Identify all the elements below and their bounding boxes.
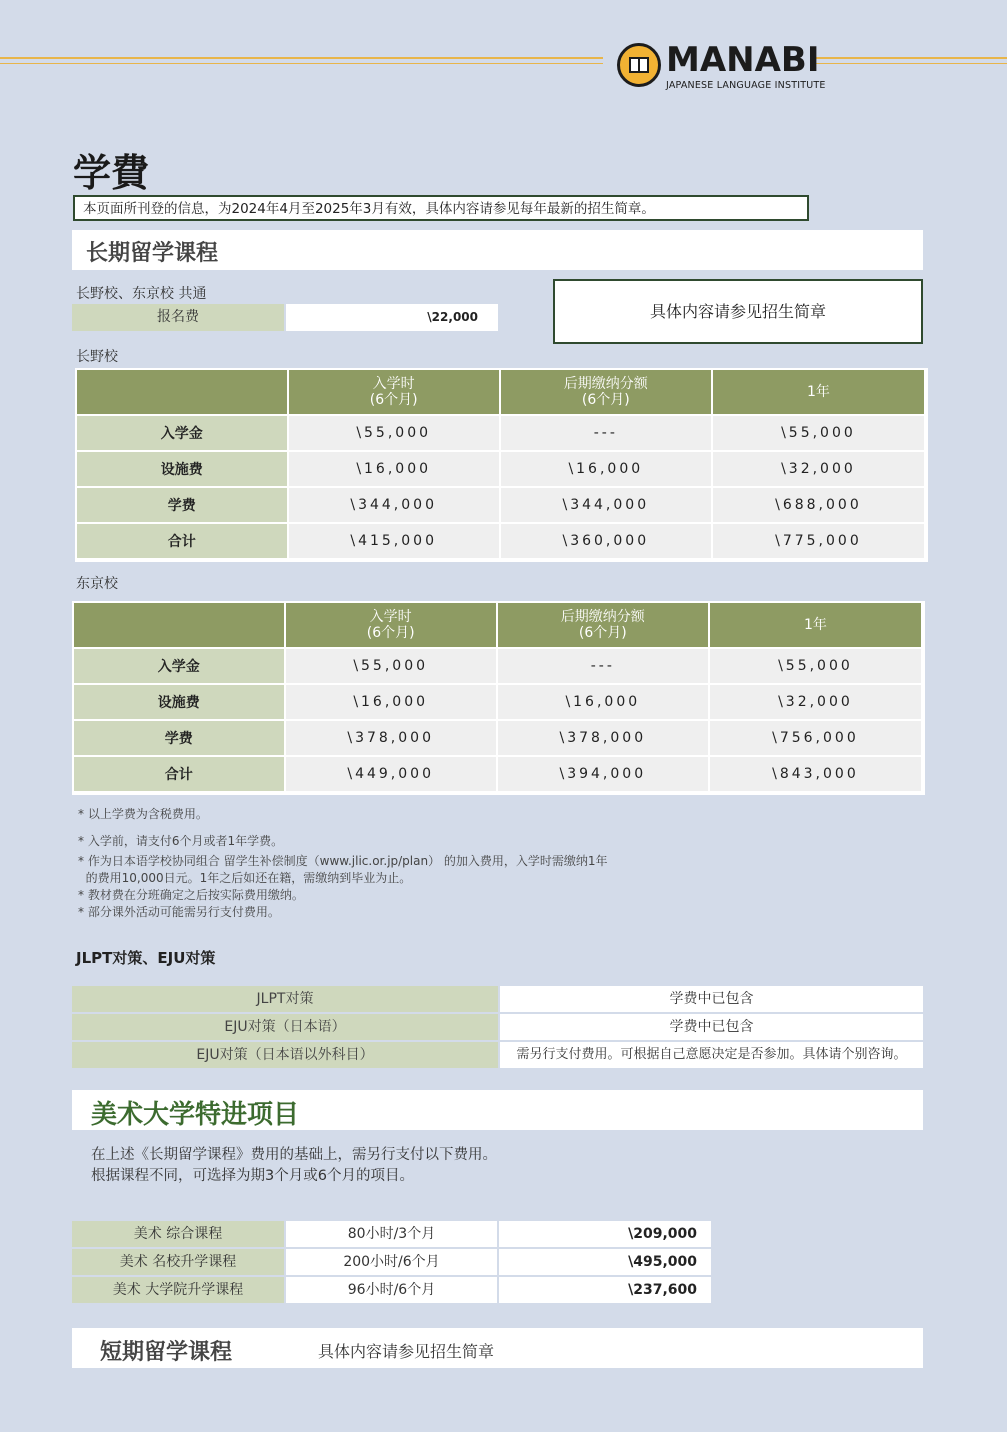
- art-course-name: 美术 综合课程: [72, 1221, 284, 1247]
- header-line-left-thin: [0, 63, 603, 64]
- nagano-label: 长野校: [76, 349, 118, 365]
- cell-value: \756,000: [710, 721, 923, 757]
- table-row: [77, 416, 926, 452]
- eju-other-row-label: EJU对策（日本语以外科目）: [72, 1042, 498, 1068]
- cell-value: \843,000: [710, 757, 923, 793]
- tokyo-label: 东京校: [76, 576, 118, 592]
- eju-jp-row-label: EJU对策（日本语）: [72, 1014, 498, 1040]
- row-label: 学费: [74, 721, 286, 757]
- notes-block: [78, 806, 608, 921]
- cell-value: \32,000: [710, 685, 923, 721]
- header-year-text: 1年: [806, 384, 830, 400]
- header-later-line1: 后期缴纳分额: [560, 609, 645, 625]
- header-line-left: [0, 57, 603, 59]
- table-row: [77, 452, 926, 488]
- header-later-line2: (6个月): [578, 625, 627, 641]
- cell-value: \16,000: [289, 452, 501, 488]
- header-later-line1: 后期缴纳分额: [563, 376, 648, 392]
- logo-subtitle: JAPANESE LANGUAGE INSTITUTE: [666, 80, 826, 91]
- row-label: 合计: [77, 524, 289, 560]
- table-row: [77, 488, 926, 524]
- art-course-price: \495,000: [499, 1249, 711, 1275]
- cell-value: \55,000: [286, 649, 498, 685]
- note-tax: * 以上学费为含税费用。: [78, 807, 208, 821]
- cell-value: ---: [501, 416, 713, 452]
- table-row: [77, 524, 926, 560]
- common-label: 长野校、东京校 共通: [76, 286, 207, 302]
- application-fee-label: 报名费: [72, 304, 284, 331]
- table-header-corner: [77, 370, 289, 416]
- header-later: [501, 370, 713, 416]
- art-description: [91, 1145, 497, 1187]
- header-later: [498, 603, 710, 649]
- row-label: 设施费: [74, 685, 286, 721]
- page-title: 学費: [73, 151, 150, 195]
- cell-value: \344,000: [501, 488, 713, 524]
- header-entry-line1: 入学时: [369, 609, 412, 625]
- cell-value: \16,000: [498, 685, 710, 721]
- art-course-price: \237,600: [499, 1277, 711, 1303]
- art-course-duration: 96小时/6个月: [286, 1277, 497, 1303]
- validity-notice: 本页面所刊登的信息，为2024年4月至2025年3月有效，具体内容请参见每年最新的招生简章。: [73, 195, 809, 221]
- cell-value: \415,000: [289, 524, 501, 560]
- note-payment: * 入学前，请支付6个月或者1年学费。: [78, 834, 284, 848]
- cell-value: \775,000: [713, 524, 926, 560]
- table-row: [74, 721, 923, 757]
- short-term-reference: 具体内容请参见招生简章: [318, 1342, 495, 1361]
- tokyo-fee-table: [72, 601, 925, 795]
- long-term-section-bar: [72, 230, 923, 270]
- cell-value: \360,000: [501, 524, 713, 560]
- eju-other-row-value: 需另行支付费用。可根据自己意愿决定是否参加。具体请个别咨询。: [500, 1042, 923, 1068]
- header-entry: [286, 603, 498, 649]
- header-year: [713, 370, 926, 416]
- table-row: [74, 757, 923, 793]
- art-section-title: 美术大学特进项目: [91, 1100, 300, 1130]
- header-year-text: 1年: [803, 617, 827, 633]
- note-activities: * 部分课外活动可能需另行支付费用。: [78, 905, 280, 919]
- cell-value: \55,000: [710, 649, 923, 685]
- row-label: 入学金: [74, 649, 286, 685]
- art-section-bar: [72, 1090, 923, 1130]
- header-line-right-thin: [815, 63, 1007, 64]
- header-entry-line1: 入学时: [372, 376, 415, 392]
- short-term-section-bar: [72, 1328, 923, 1368]
- header-year: [710, 603, 923, 649]
- art-course-duration: 200小时/6个月: [286, 1249, 497, 1275]
- application-fee-value: \22,000: [286, 304, 498, 331]
- note-insurance-cont: 的费用10,000日元。1年之后如还在籍，需缴纳到毕业为止。: [78, 871, 412, 885]
- table-row: [74, 685, 923, 721]
- cell-value: \378,000: [498, 721, 710, 757]
- art-course-price: \209,000: [499, 1221, 711, 1247]
- table-header-corner: [74, 603, 286, 649]
- cell-value: \378,000: [286, 721, 498, 757]
- note-insurance: * 作为日本语学校协同组合 留学生补偿制度（www.jlic.or.jp/plan） 的加入费用，入学时需缴纳1年: [78, 854, 608, 868]
- art-course-name: 美术 大学院升学课程: [72, 1277, 284, 1303]
- header-entry-line2: (6个月): [366, 625, 415, 641]
- art-desc-line1: 在上述《长期留学课程》费用的基础上，需另行支付以下费用。: [91, 1147, 497, 1163]
- row-label: 设施费: [77, 452, 289, 488]
- logo-book-icon: [617, 43, 661, 87]
- cell-value: \55,000: [289, 416, 501, 452]
- nagano-fee-table: [75, 368, 928, 562]
- header-line-right: [815, 57, 1007, 59]
- row-label: 合计: [74, 757, 286, 793]
- row-label: 学费: [77, 488, 289, 524]
- logo-title: MANABI: [666, 40, 820, 80]
- cell-value: \344,000: [289, 488, 501, 524]
- note-textbook: * 教材费在分班确定之后按实际费用缴纳。: [78, 888, 304, 902]
- cell-value: \55,000: [713, 416, 926, 452]
- cell-value: \688,000: [713, 488, 926, 524]
- cell-value: \16,000: [501, 452, 713, 488]
- reference-box: 具体内容请参见招生简章: [553, 279, 923, 344]
- cell-value: \16,000: [286, 685, 498, 721]
- cell-value: ---: [498, 649, 710, 685]
- jlpt-row-value: 学费中已包含: [500, 986, 923, 1012]
- header-later-line2: (6个月): [581, 392, 630, 408]
- book-icon: [629, 57, 649, 73]
- long-term-section-title: 长期留学课程: [86, 241, 219, 266]
- jlpt-row-label: JLPT对策: [72, 986, 498, 1012]
- art-course-duration: 80小时/3个月: [286, 1221, 497, 1247]
- cell-value: \32,000: [713, 452, 926, 488]
- header-entry-line2: (6个月): [369, 392, 418, 408]
- eju-jp-row-value: 学费中已包含: [500, 1014, 923, 1040]
- cell-value: \394,000: [498, 757, 710, 793]
- row-label: 入学金: [77, 416, 289, 452]
- header-entry: [289, 370, 501, 416]
- table-row: [74, 649, 923, 685]
- art-desc-line2: 根据课程不同，可选择为期3个月或6个月的项目。: [91, 1168, 414, 1184]
- cell-value: \449,000: [286, 757, 498, 793]
- jlpt-section-title: JLPT对策、EJU对策: [76, 949, 216, 967]
- art-course-name: 美术 名校升学课程: [72, 1249, 284, 1275]
- short-term-section-title: 短期留学课程: [100, 1340, 233, 1365]
